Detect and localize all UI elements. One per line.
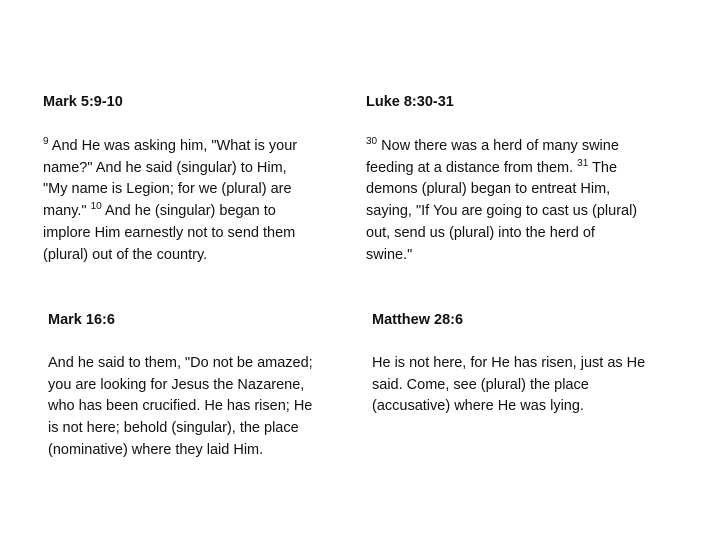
line-text: Now there was a herd of many swine [377, 138, 619, 154]
line-text: The [588, 159, 618, 176]
line-text: is not here; behold (singular), the place [48, 420, 299, 437]
text-line [366, 158, 637, 180]
line-text: (plural) out of the country. [43, 246, 208, 263]
line-text: He is not here, for He has risen, just as He [372, 355, 646, 371]
text-line [43, 158, 297, 180]
line-text: implore Him earnestly not to send them [43, 224, 296, 241]
line-text: "My name is Legion; for we (plural) are [43, 181, 292, 198]
line-text: out, send us (plural) into the herd of [366, 224, 595, 241]
text-line [366, 245, 637, 267]
text-line [372, 396, 645, 418]
text-line [43, 201, 297, 223]
text-line [48, 440, 313, 462]
line-text: you are looking for Jesus the Nazarene, [48, 376, 305, 393]
text-line [366, 179, 637, 201]
verse-number: 31 [577, 157, 589, 169]
verse-number: 30 [366, 136, 378, 147]
line-text: name?" And he said (singular) to Him, [43, 159, 287, 176]
text-line [43, 179, 297, 201]
line-text: said. Come, see (plural) the place [372, 376, 589, 393]
text-line [48, 396, 313, 418]
passage-text-luke-8 [366, 136, 637, 266]
text-line [48, 353, 313, 375]
line-text: who has been crucified. He has risen; He [48, 398, 313, 415]
line-text: And he (singular) began to [101, 203, 276, 220]
line-text: demons (plural) began to entreat Him, [366, 181, 611, 198]
text-line [43, 136, 297, 158]
line-text: (nominative) where they laid Him. [48, 441, 264, 458]
line-text: And He was asking him, "What is your [48, 138, 298, 154]
text-line [43, 245, 297, 267]
passage-text-mark-5 [43, 136, 297, 266]
text-line [366, 136, 637, 158]
text-line [366, 201, 637, 223]
line-text: saying, "If You are going to cast us (plural) [366, 203, 638, 220]
verse-number: 9 [43, 136, 49, 147]
text-line [372, 353, 645, 375]
line-text: swine." [366, 246, 413, 263]
passage-title-matthew-28: Matthew 28:6 [372, 312, 464, 328]
text-line [48, 418, 313, 440]
passage-title-mark-16: Mark 16:6 [48, 312, 115, 328]
text-line [366, 223, 637, 245]
passage-title-mark-5: Mark 5:9-10 [43, 94, 123, 110]
text-line [48, 375, 313, 397]
text-line [372, 375, 645, 397]
line-text: feeding at a distance from them. [366, 159, 578, 176]
text-line [43, 223, 297, 245]
passage-text-mark-16 [48, 353, 313, 462]
line-text: And he said to them, "Do not be amazed; [48, 355, 313, 371]
line-text: (accusative) where He was lying. [372, 398, 584, 415]
verse-number: 10 [90, 201, 102, 213]
passage-title-luke-8: Luke 8:30-31 [366, 94, 454, 110]
line-text: many." [43, 203, 91, 220]
passage-text-matthew-28 [372, 353, 645, 418]
